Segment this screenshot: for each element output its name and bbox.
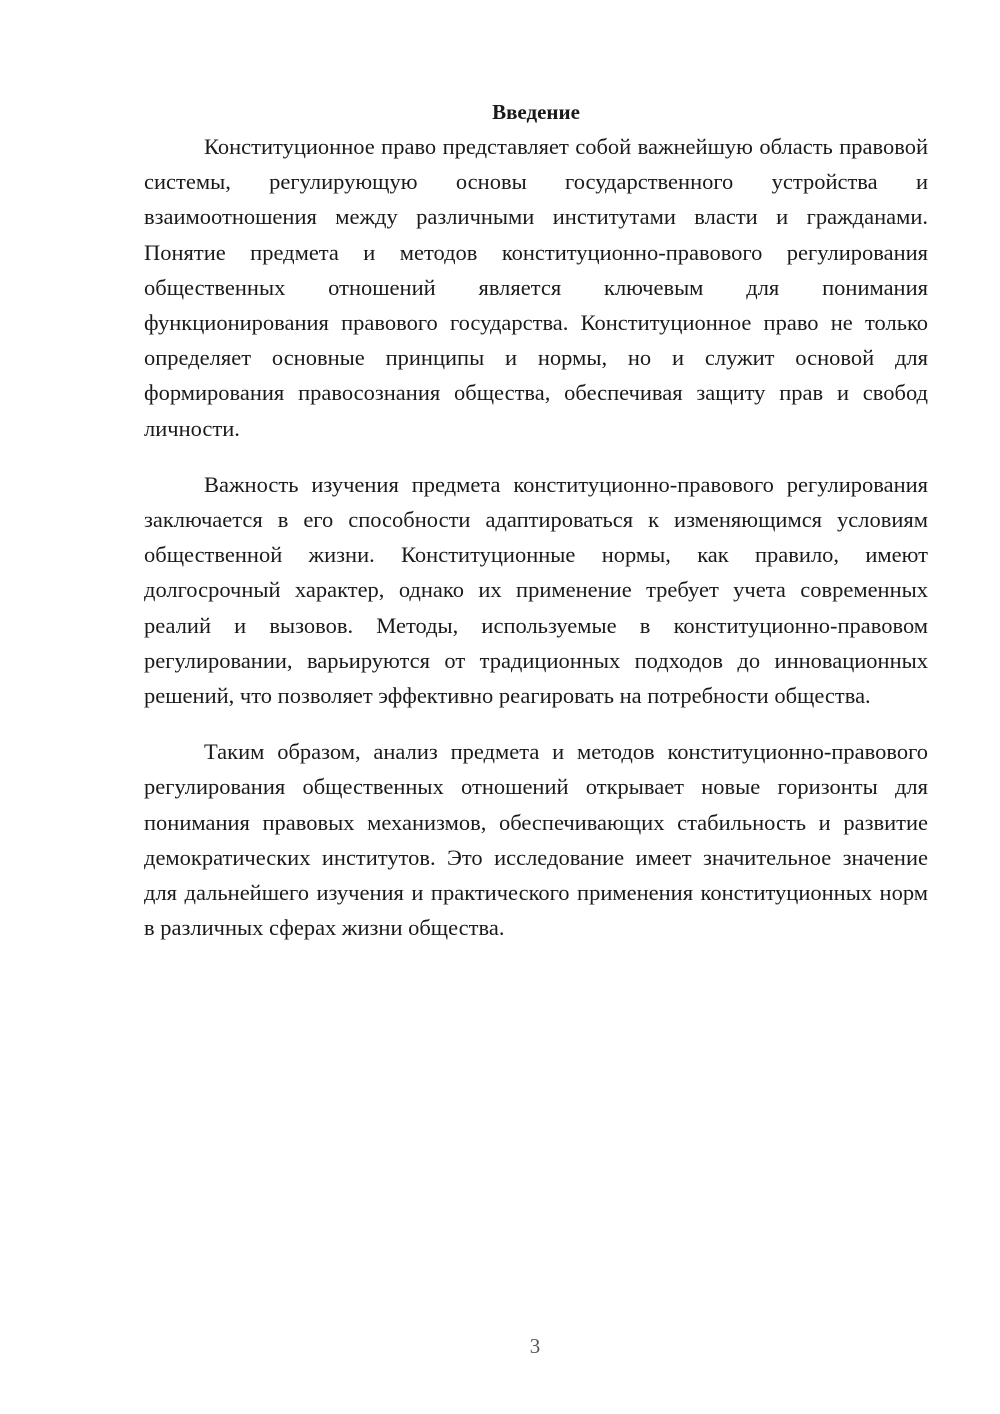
paragraph-3: Таким образом, анализ предмета и методов конституционно-правового регулирования общественных отношений открывает новые горизонты для понимания правовых механизмов, обеспечивающих стабильность и развитие демократических институтов. Это исследование имеет значительное значение для дальнейшего изучения и практического применения конституционных норм в различных сферах жизни общества. [144, 739, 928, 941]
paragraph-2: Важность изучения предмета конституционно-правового регулирования заключается в его способности адаптироваться к изменяющимся условиям общественной жизни. Конституционные нормы, как правило, имеют долгосрочный характер, однако их применение требует учета современных реалий и вызовов. Методы, используемые в конституционно-правовом регулировании, варьируются от традиционных подходов до инновационных решений, что позволяет эффективно реагировать на потребности общества. [144, 471, 928, 709]
paragraph-1: Конституционное право представляет собой важнейшую область правовой системы, регулирующую основы государственного устройства и взаимоотношения между различными институтами власти и гражданами. Понятие предмета и методов конституционно-правового регулирования общественных отношений является ключевым для понимания функционирования правового государства. Конституционное право не только определяет основные принципы и нормы, но и служит основой для формирования правосознания общества, обеспечивая защиту прав и свобод личности. [144, 134, 928, 441]
section-heading: Введение [492, 100, 580, 124]
page-content [144, 97, 928, 966]
page-number: 3 [529, 1334, 541, 1358]
